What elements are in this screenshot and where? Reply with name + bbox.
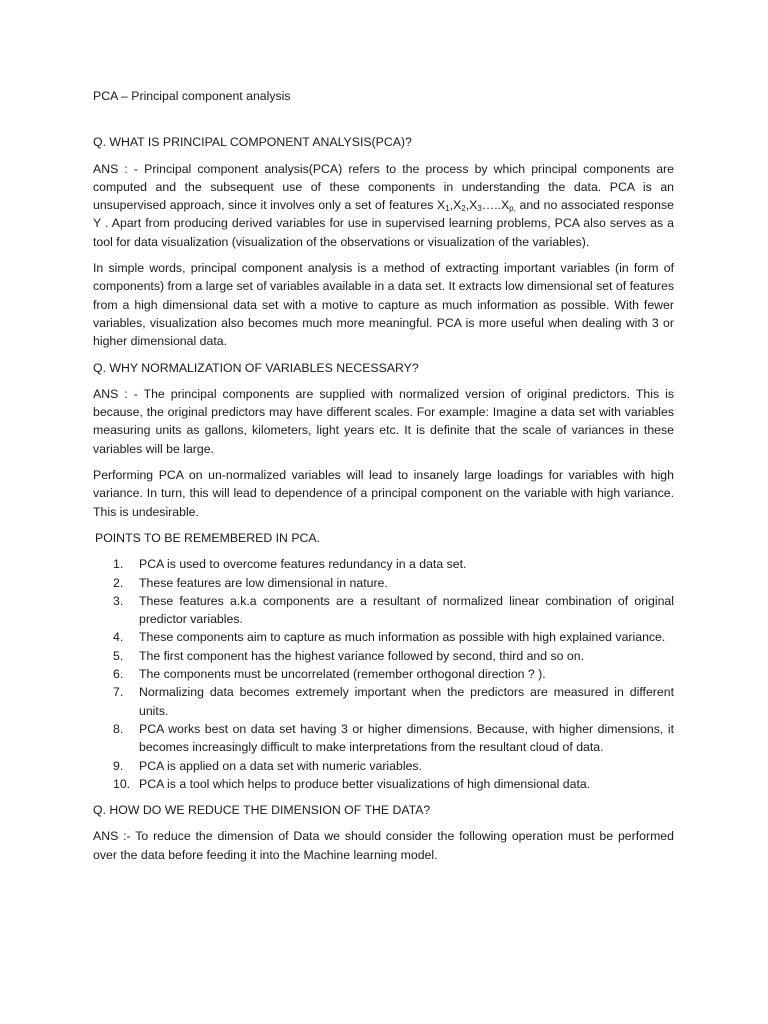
subscript-p: p, bbox=[509, 204, 516, 214]
document-title: PCA – Principal component analysis bbox=[93, 89, 291, 103]
answer-1-sep: ,X bbox=[465, 198, 478, 213]
list-item bbox=[93, 720, 674, 757]
answer-2: ANS : - The principal components are supplied with normalized version of original predictors. This is because, the original predictors may have different scales. For example: Imagine a data set with variables measuring units as gallons, kilometers, light years etc. It is definite that the scale of variances in these variables will be large. bbox=[93, 386, 674, 456]
list-item-number bbox=[93, 757, 139, 775]
list-item-number-text: 10. bbox=[113, 776, 131, 791]
paragraph-unnormalized: Performing PCA on un-normalized variables will lead to insanely large loadings for variables with high variance. In turn, this will lead to dependence of a principal component on the variable with high variance. This is undesirable. bbox=[93, 468, 674, 519]
list-item-number bbox=[93, 665, 139, 683]
paragraph-simple-words: In simple words, principal component analysis is a method of extracting important variables (in form of components) from a large set of variables available in a data set. It extracts low dimensional set of features from a high dimensional data set with a motive to capture as much information as possible. With fewer variables, visualization also becomes much more meaningful. PCA is more useful when dealing with 3 or higher dimensional data. bbox=[93, 261, 674, 349]
list-item-number bbox=[93, 683, 139, 720]
list-item-text: The components must be uncorrelated (remember orthogonal direction ? ). bbox=[139, 667, 546, 682]
question-3: Q. HOW DO WE REDUCE THE DIMENSION OF THE DATA? bbox=[93, 803, 431, 818]
list-item-text: These components aim to capture as much information as possible with high explained variance. bbox=[139, 630, 666, 645]
list-item-number bbox=[93, 775, 139, 793]
list-item-number-text: 1. bbox=[113, 557, 124, 572]
list-item bbox=[93, 757, 674, 775]
list-item-number-text: 3. bbox=[113, 593, 124, 608]
subscript-1: 1 bbox=[445, 204, 450, 214]
list-item-number-text: 2. bbox=[113, 575, 124, 590]
answer-1-sep: ,X bbox=[449, 198, 462, 213]
question-2: Q. WHY NORMALIZATION OF VARIABLES NECESSARY? bbox=[93, 360, 419, 375]
list-item-text: PCA is applied on a data set with numeric variables. bbox=[139, 758, 422, 773]
list-item-text: Normalizing data becomes extremely important when the predictors are measured in different units. bbox=[139, 685, 674, 718]
answer-1-text-end: and no associated response Y . Apart from producing derived variables for use in supervised learning problems, PCA also serves as a tool for data visualization (visualization of the observations or visualization of the variables). bbox=[93, 198, 674, 249]
list-item-number-text: 9. bbox=[113, 758, 124, 773]
list-item-number bbox=[93, 720, 139, 757]
list-item-text: PCA is used to overcome features redundancy in a data set. bbox=[139, 557, 467, 572]
list-item-text: PCA is a tool which helps to produce better visualizations of high dimensional data. bbox=[139, 776, 591, 791]
list-item-number bbox=[93, 555, 139, 573]
list-item-text: The first component has the highest variance followed by second, third and so on. bbox=[139, 648, 584, 663]
list-item bbox=[93, 647, 674, 665]
list-item-text: These features a.k.a components are a resultant of normalized linear combination of original predictor variables. bbox=[139, 593, 674, 627]
list-item-number bbox=[93, 647, 139, 665]
answer-1-sep: …..X bbox=[481, 198, 510, 213]
list-item-number bbox=[93, 592, 139, 629]
list-item bbox=[93, 665, 674, 683]
list-item-number-text: 4. bbox=[113, 630, 124, 645]
list-item bbox=[93, 574, 674, 592]
list-item-number bbox=[93, 574, 139, 592]
list-item-number-text: 8. bbox=[113, 721, 124, 736]
list-item-number-text: 6. bbox=[113, 667, 124, 682]
list-item-text: These features are low dimensional in nature. bbox=[139, 575, 388, 590]
subscript-3: 3 bbox=[477, 204, 482, 214]
list-item bbox=[93, 775, 674, 793]
points-list bbox=[93, 555, 674, 793]
list-item-number-text: 5. bbox=[113, 648, 124, 663]
points-heading: POINTS TO BE REMEMBERED IN PCA. bbox=[95, 530, 321, 545]
answer-1-text: ANS : - Principal component analysis(PCA) refers to the process by which principal components are computed and the subsequent use of these components in understanding the data. PCA is an unsupervised approach, since it involves only a set of features X bbox=[93, 161, 674, 213]
list-item bbox=[93, 628, 674, 646]
list-item-text: PCA works best on data set having 3 or higher dimensions. Because, with higher dimensions, it becomes increasingly difficult to make interpretations from the resultant cloud of data. bbox=[139, 721, 674, 755]
answer-3: ANS :- To reduce the dimension of Data we should consider the following operation must be performed over the data before feeding it into the Machine learning model. bbox=[93, 829, 674, 862]
document-body bbox=[93, 87, 674, 872]
answer-1 bbox=[93, 160, 674, 251]
list-item bbox=[93, 555, 674, 573]
list-item-number bbox=[93, 628, 139, 646]
list-item-number-text: 7. bbox=[113, 685, 124, 700]
subscript-2: 2 bbox=[461, 204, 466, 214]
question-1: Q. WHAT IS PRINCIPAL COMPONENT ANALYSIS(PCA)? bbox=[93, 135, 412, 150]
list-item bbox=[93, 683, 674, 720]
list-item bbox=[93, 592, 674, 629]
